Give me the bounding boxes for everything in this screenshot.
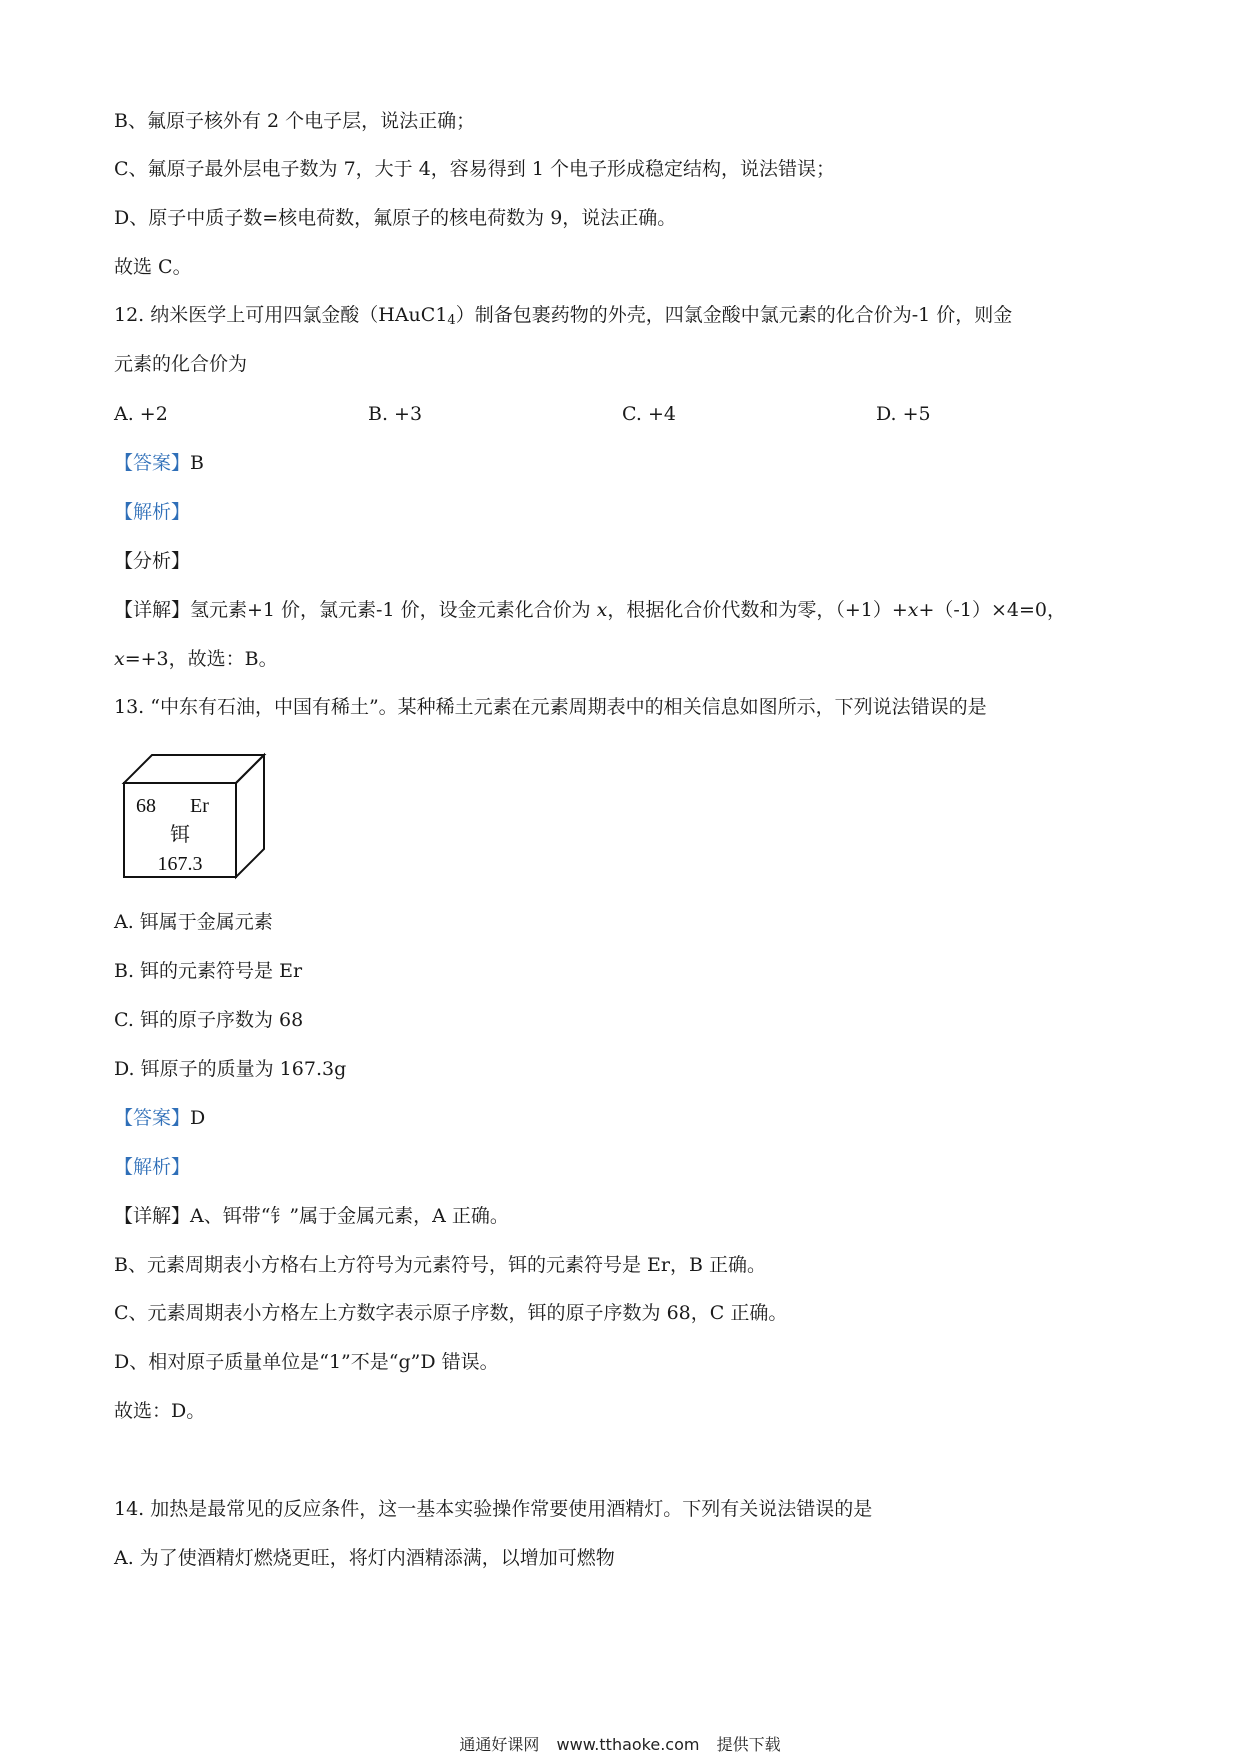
- q14-option-a: A. 为了使酒精灯燃烧更旺，将灯内酒精添满，以增加可燃物: [114, 1547, 615, 1569]
- atomic-mass: 167.3: [157, 853, 203, 875]
- q11-choice: 故选 C。: [114, 256, 192, 278]
- page-footer: [0, 1732, 1240, 1755]
- footer-site-name: 通通好课网: [459, 1735, 540, 1754]
- q12-stem-line-1: 12. 纳米医学上可用四氯金酸$(HAuC1_4)$制备包裹药物的外壳，四氯金酸中氯元素的化合价为-1 价，则金: [114, 304, 1013, 328]
- q12-stem-line-2: 元素的化合价为: [114, 353, 248, 375]
- q12-detail-line-1: 【详解】氢元素+1 价，氯元素-1 价，设金元素化合价为 x，根据化合价代数和为零，（+1）+x+（-1）×4=0，: [114, 599, 1066, 621]
- q13-analysis-tag: 【解析】: [114, 1156, 191, 1178]
- q13-detail-a: 【详解】A、铒带“钅”属于金属元素，A 正确。: [114, 1205, 509, 1227]
- cube-side-face: [236, 755, 264, 877]
- q12-option-c: C. +4: [622, 403, 676, 425]
- atomic-number: 68: [136, 795, 156, 817]
- answer-tag: 【答案】: [114, 1107, 191, 1129]
- element-symbol: Er: [190, 795, 209, 817]
- q11-option-b-explanation: B、氟原子核外有 2 个电子层，说法正确；: [114, 110, 476, 132]
- q12-detail-line-2: x=+3，故选：B。: [114, 648, 278, 670]
- q13-option-d: D. 铒原子的质量为 167.3g: [114, 1058, 347, 1080]
- q13-detail-b: B、元素周期表小方格右上方符号为元素符号，铒的元素符号是 Er，B 正确。: [114, 1254, 766, 1276]
- q12-fenxi-tag: 【分析】: [114, 550, 191, 572]
- q12-analysis-tag: 【解析】: [114, 501, 191, 523]
- q14-stem: 14. 加热是最常见的反应条件，这一基本实验操作常要使用酒精灯。下列有关说法错误的是: [114, 1498, 873, 1520]
- answer-tag: 【答案】: [114, 452, 191, 474]
- footer-note: 提供下载: [716, 1735, 781, 1754]
- q13-option-b: B. 铒的元素符号是 Er: [114, 960, 303, 982]
- q13-answer: 【答案】D: [114, 1107, 206, 1129]
- q13-option-c: C. 铒的原子序数为 68: [114, 1009, 304, 1031]
- cube-top-face: [124, 755, 264, 783]
- q13-option-a: A. 铒属于金属元素: [114, 911, 273, 933]
- q13-stem: 13. “中东有石油，中国有稀土”。某种稀土元素在元素周期表中的相关信息如图所示，下列说法错误的是: [114, 696, 987, 718]
- q13-choice: 故选：D。: [114, 1400, 206, 1422]
- q12-option-b: B. +3: [368, 403, 423, 425]
- footer-url[interactable]: www.tthaoke.com: [556, 1735, 700, 1754]
- q11-option-c-explanation: C、氟原子最外层电子数为 7，大于 4，容易得到 1 个电子形成稳定结构，说法错误；: [114, 158, 835, 180]
- q12-answer: 【答案】B: [114, 452, 204, 474]
- q12-option-a: A. +2: [114, 403, 168, 425]
- q13-detail-c: C、元素周期表小方格左上方数字表示原子序数，铒的原子序数为 68，C 正确。: [114, 1302, 788, 1324]
- element-name: 铒: [170, 822, 190, 846]
- q13-detail-d: D、相对原子质量单位是“1”不是“g”D 错误。: [114, 1351, 499, 1373]
- q12-option-d: D. +5: [876, 403, 931, 425]
- q11-option-d-explanation: D、原子中质子数=核电荷数，氟原子的核电荷数为 9，说法正确。: [114, 207, 677, 229]
- element-cell-diagram: [114, 743, 274, 883]
